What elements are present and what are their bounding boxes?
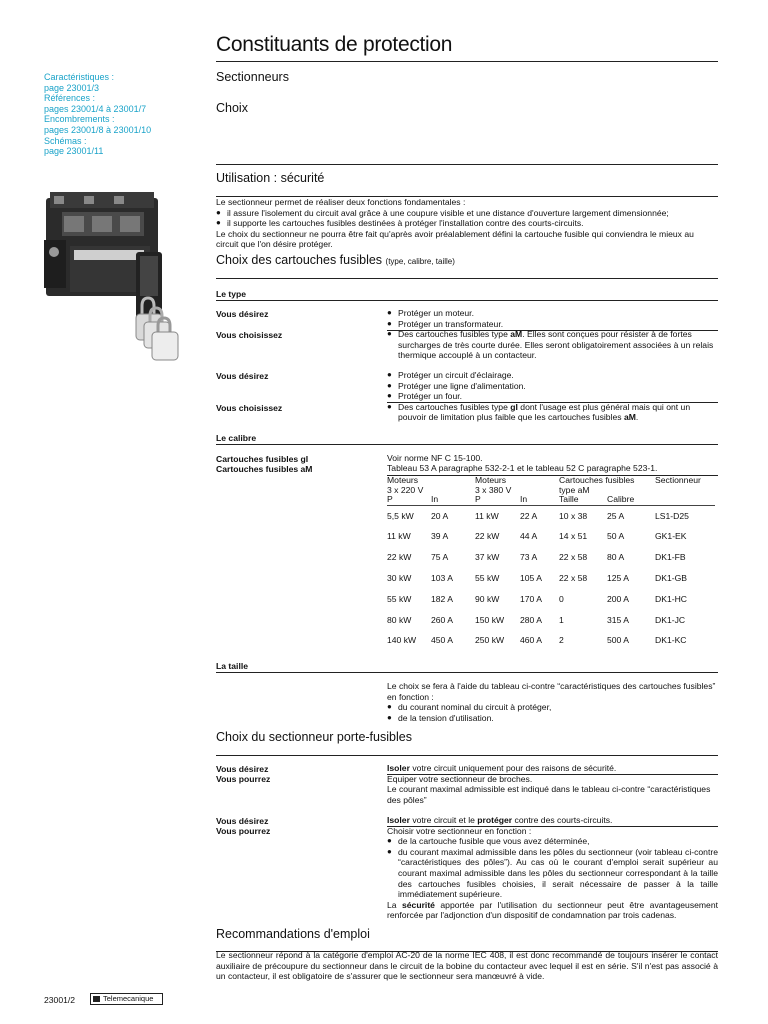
table-cell: 460 A <box>520 635 542 646</box>
page-title: Constituants de protection <box>216 33 453 56</box>
heading-sectionneur: Choix du sectionneur porte-fusibles <box>216 730 412 744</box>
sub-rule <box>216 672 718 673</box>
taille-text: Le choix se fera à l'aide du tableau ci-contre “caractéristiques des cartouches fusibles” en fonction : <box>387 681 716 702</box>
disconnector-photo <box>40 190 190 380</box>
table-cell: 11 kW <box>475 510 499 521</box>
table-cell: 1 <box>559 614 564 625</box>
b2-pourrez: Choisir votre sectionneur en fonction : <box>387 825 532 836</box>
table-cell: 105 A <box>520 573 542 584</box>
calibre-gl-text: Voir norme NF C 15-100. <box>387 453 483 463</box>
ref-line[interactable]: Schémas : <box>44 135 87 146</box>
recommandations-text: Le sectionneur répond à la catégorie d'emploi AC-20 de la norme IEC 408, il est donc recommandé de toujours insérer le contact auxiliaire de précoupure du sectionneur dans le circuit de la bobine du contacteur avec lequel il est en série. S'il n'est pas associé à un contacteur, il est obligatoire de s'assurer que le sectionneur sera manœuvré à vide. <box>216 950 718 982</box>
page-number: 23001/2 <box>44 995 76 1005</box>
table-row <box>387 609 715 630</box>
taille-block <box>387 681 718 723</box>
heading-utilisation: Utilisation : sécurité <box>216 171 325 185</box>
table-cell: 73 A <box>520 552 538 563</box>
label-le-calibre: Le calibre <box>216 433 257 443</box>
table-cell: 55 kW <box>475 573 500 584</box>
table-header: Sectionneur <box>655 475 701 485</box>
table-cell: DK1-KC <box>655 635 687 646</box>
sub-rule <box>216 444 718 445</box>
sectionneur-block-2 <box>387 815 718 921</box>
b2-note <box>387 900 718 921</box>
choix-item <box>387 329 718 361</box>
table-cell: 125 A <box>607 573 629 584</box>
section-rule <box>216 278 718 279</box>
b2-note-post: apportée par l'utilisation du sectionneur peut être avantageusement renforcée par l'adjonction d'un dispositif de condamnation par trois cadenas. <box>387 899 718 921</box>
table-cell: 500 A <box>607 635 629 646</box>
table-cell: 260 A <box>431 614 453 625</box>
ref-line[interactable]: Encombrements : <box>44 114 115 125</box>
choix-pre: Des cartouches fusibles type <box>398 329 511 340</box>
b2-desire-mid: votre circuit et le <box>409 815 478 825</box>
table-cell: 150 kW <box>475 614 505 625</box>
label-cartouches-am: Cartouches fusibles aM <box>216 464 313 474</box>
desire-item: ● Protéger un four. <box>387 391 718 402</box>
table-cell: 103 A <box>431 573 453 584</box>
table-cell: 22 A <box>520 510 538 521</box>
table-header: Calibre <box>607 495 655 505</box>
section-rule <box>216 755 718 756</box>
table-cell: 250 kW <box>475 635 505 646</box>
table-cell: 280 A <box>520 614 542 625</box>
choix-bold2: aM <box>623 412 636 423</box>
ref-line[interactable]: Caractéristiques : <box>44 72 115 82</box>
desire-item: ● Protéger un transformateur. <box>387 319 718 330</box>
table-header: Moteurs <box>387 475 419 485</box>
utilisation-bullet: ● il assure l'isolement du circuit aval grâce à une coupure visible et une distance d'ouverture largement dimensionnée; <box>216 208 718 219</box>
table-row <box>387 588 715 609</box>
table-cell: 39 A <box>431 531 449 542</box>
ref-line[interactable]: pages 23001/4 à 23001/7 <box>44 103 147 114</box>
taille-bullet: ● de la tension d'utilisation. <box>387 713 718 724</box>
calibre-table <box>387 476 715 651</box>
table-cell: DK1-FB <box>655 552 686 563</box>
heading-recommandations: Recommandations d'emploi <box>216 927 370 941</box>
table-cell: DK1-GB <box>655 573 687 584</box>
cross-references <box>44 72 209 157</box>
calibre-table-body <box>387 505 715 651</box>
table-header-empty <box>655 486 715 496</box>
table-cell: 200 A <box>607 593 629 604</box>
ref-line[interactable]: Références : <box>44 93 96 104</box>
choix-bold: aM <box>510 329 523 340</box>
table-cell: 450 A <box>431 635 453 646</box>
table-cell: 37 kW <box>475 552 500 563</box>
table-header: Cartouches fusibles <box>559 475 635 485</box>
sub-rule <box>216 300 718 301</box>
b1-desire-rest: votre circuit uniquement pour des raisons de sécurité. <box>409 763 617 773</box>
type-gi-block <box>387 370 718 423</box>
label-la-taille: La taille <box>216 661 248 671</box>
ref-line[interactable]: page 23001/3 <box>44 82 100 93</box>
choix-post: . Elles sont conçues pour résister à de fortes surcharges de très courte durée. Elles seront obligatoirement associées à un relais thermique accouplé à un contacteur. <box>398 329 714 361</box>
utilisation-bullet: ● il supporte les cartouches fusibles destinées à protéger l'installation contre des courts-circuits. <box>216 218 718 229</box>
b1-pourrez: Equiper votre sectionneur de broches. <box>387 773 533 784</box>
label-vous-desirez: Vous désirez <box>216 371 269 381</box>
b2-bullet: ● du courant maximal admissible dans les pôles du sectionneur (voir tableau ci-contre “caractéristiques des pôles”). Au cas où le courant d'emploi serait supérieur au courant maximal admissible dans les pôles du sectionneur correspondant à la taille des cartouches fusibles choisies, il serait nécessaire de passer à la taille immédiatement supérieure. <box>387 847 718 900</box>
table-header: P <box>387 495 431 505</box>
table-row <box>387 526 715 547</box>
table-cell: 170 A <box>520 593 542 604</box>
b2-note-pre: La <box>387 899 402 910</box>
label-vous-desirez: Vous désirez <box>216 309 269 319</box>
table-cell: 50 A <box>607 531 625 542</box>
heading-cartouches-text: Choix des cartouches fusibles <box>216 253 383 267</box>
taille-bullet: ● du courant nominal du circuit à protéger, <box>387 702 718 713</box>
table-cell: LS1-D25 <box>655 510 689 521</box>
table-cell: 140 kW <box>387 635 417 646</box>
b1-desire <box>387 763 718 774</box>
desire-item: ● Protéger un moteur. <box>387 308 718 319</box>
table-cell: 10 x 38 <box>559 510 588 521</box>
sub-rule <box>387 774 718 775</box>
table-cell: 20 A <box>431 510 449 521</box>
table-header: Moteurs <box>475 475 507 485</box>
table-cell: 22 kW <box>475 531 500 542</box>
title-rule <box>216 61 718 62</box>
label-cartouches-gl: Cartouches fusibles gI <box>216 454 309 464</box>
table-cell: 30 kW <box>387 573 412 584</box>
utilisation-note: Le choix du sectionneur ne pourra être fait qu'après avoir préalablement défini la cartouche fusible qui conviendra le mieux au circuit que l'on désire protéger. <box>216 228 694 250</box>
b2-bullet: ● de la cartouche fusible que vous avez déterminée, <box>387 836 718 847</box>
heading-cartouches-note: (type, calibre, taille) <box>385 257 455 266</box>
heading-cartouches <box>216 253 455 267</box>
b1-note: Le courant maximal admissible est indiqué dans le tableau ci-contre “caractéristiques des pôles” <box>387 784 711 805</box>
label-vous-desirez: Vous désirez <box>216 764 269 774</box>
table-cell: DK1-JC <box>655 614 686 625</box>
calibre-am-text: Tableau 53 A paragraphe 532-2-1 et le tableau 52 C paragraphe 523-1. <box>387 463 658 473</box>
label-vous-pourrez: Vous pourrez <box>216 774 271 784</box>
utilisation-intro: Le sectionneur permet de réaliser deux fonctions fondamentales : <box>216 197 466 207</box>
table-cell: 5,5 kW <box>387 510 414 521</box>
table-cell: 2 <box>559 635 564 646</box>
subtitle-sectionneurs: Sectionneurs <box>216 70 289 84</box>
telemecanique-logo: Telemecanique <box>90 993 163 1005</box>
table-head-row <box>387 476 715 486</box>
table-row <box>387 568 715 589</box>
b2-note-bold: sécurité <box>402 899 435 910</box>
subtitle-choix: Choix <box>216 101 248 115</box>
table-cell: 14 x 51 <box>559 531 588 542</box>
table-cell: 75 A <box>431 552 449 563</box>
label-vous-choisissez: Vous choisissez <box>216 330 283 340</box>
table-cell: 80 A <box>607 552 625 563</box>
table-cell: 44 A <box>520 531 538 542</box>
table-header: P <box>475 495 520 505</box>
table-head-row <box>387 495 715 505</box>
label-vous-choisissez: Vous choisissez <box>216 403 283 413</box>
b2-desire-bold2: protéger <box>477 815 513 825</box>
sectionneur-block-1 <box>387 763 718 805</box>
table-cell: 11 kW <box>387 531 411 542</box>
table-header: In <box>431 495 475 505</box>
table-header-empty <box>655 495 715 505</box>
b2-desire <box>387 815 718 826</box>
table-cell: 22 x 58 <box>559 552 588 563</box>
choix-bold: gI <box>510 401 518 412</box>
table-row <box>387 505 715 526</box>
table-header: 3 x 380 V <box>475 484 512 495</box>
table-header: Taille <box>559 495 607 505</box>
table-header: type aM <box>559 484 590 495</box>
table-header: 3 x 220 V <box>387 484 424 495</box>
desire-item: ● Protéger une ligne d'alimentation. <box>387 381 718 392</box>
b2-desire-rest: contre des courts-circuits. <box>512 815 613 825</box>
choix-mid: dont l'usage est plus général mais qui ont un pouvoir de limitation plus faible que les cartouches fusibles <box>398 401 691 423</box>
table-row <box>387 630 715 651</box>
choix-item <box>387 402 718 423</box>
sub-rule <box>387 402 718 403</box>
choix-pre: Des cartouches fusibles type <box>398 401 511 412</box>
b1-desire-bold: Isoler <box>387 763 410 773</box>
type-am-block <box>387 308 718 361</box>
table-cell: 182 A <box>431 593 453 604</box>
table-cell: 55 kW <box>387 593 412 604</box>
choix-post: . <box>635 412 639 423</box>
table-cell: 25 A <box>607 510 625 521</box>
table-cell: 90 kW <box>475 593 500 604</box>
table-row <box>387 547 715 568</box>
table-cell: GK1-EK <box>655 531 687 542</box>
table-cell: 22 kW <box>387 552 412 563</box>
label-vous-pourrez: Vous pourrez <box>216 826 271 836</box>
table-cell: DK1-HC <box>655 593 687 604</box>
sub-rule <box>387 826 718 827</box>
desire-item: ● Protéger un circuit d'éclairage. <box>387 370 718 381</box>
ref-line[interactable]: pages 23001/8 à 23001/10 <box>44 124 152 135</box>
utilisation-text <box>216 197 718 250</box>
ref-line[interactable]: page 23001/11 <box>44 146 104 157</box>
table-cell: 22 x 58 <box>559 573 588 584</box>
b2-desire-bold1: Isoler <box>387 815 410 825</box>
table-header: In <box>520 495 559 505</box>
table-cell: 315 A <box>607 614 629 625</box>
label-vous-desirez: Vous désirez <box>216 816 269 826</box>
sub-rule <box>387 330 718 331</box>
section-rule <box>216 164 718 165</box>
label-le-type: Le type <box>216 289 247 299</box>
table-cell: 80 kW <box>387 614 412 625</box>
table-cell: 0 <box>559 593 564 604</box>
